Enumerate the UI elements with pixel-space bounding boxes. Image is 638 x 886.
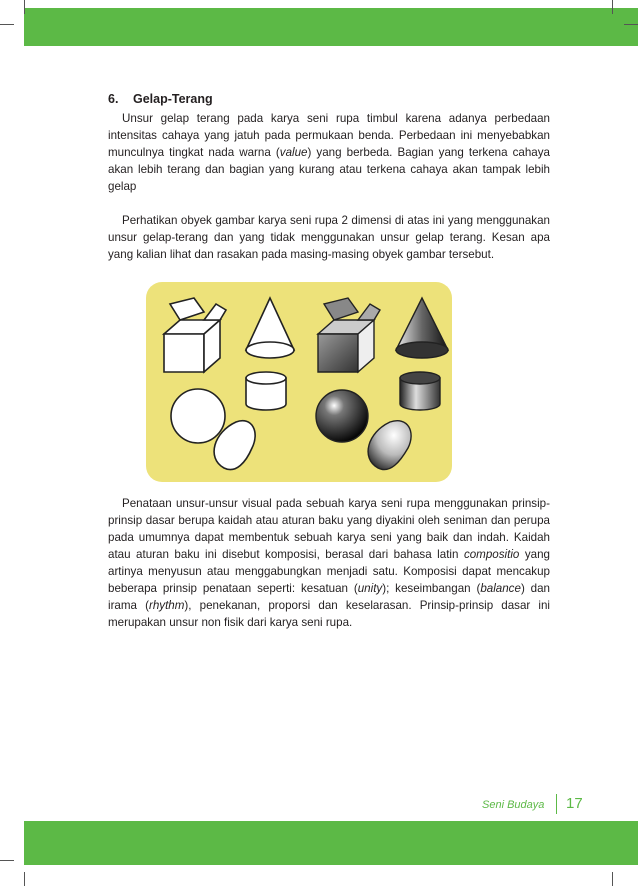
section-number: 6. — [108, 92, 119, 106]
shading-illustration — [146, 282, 452, 482]
paragraph-intro: Unsur gelap terang pada karya seni rupa timbul karena adanya perbedaan intensitas cahaya yang jatuh pada permukaan benda. Perbedaan ini menyebabkan munculnya tingkat nada warna (value) yang berbeda. Bagian yang terkena cahaya akan lebih terang dan bagian yang kurang atau terkena cahaya akan tampak lebih gelap — [108, 112, 550, 193]
footer-band — [24, 821, 638, 865]
crop-mark — [624, 24, 638, 25]
shapes-drawing — [146, 282, 452, 482]
paragraph-composition: Penataan unsur-unsur visual pada sebuah karya seni rupa menggunakan prinsip-prinsip dasar berupa kaidah atau aturan baku yang diyakini oleh seniman dan perupa pada umumnya dapat membentuk sebuah karya seni yang baik dan indah. Kaidah atau aturan baku ini disebut komposisi, berasal dari bahasa latin compositio yang artinya menyusun atau menggabungkan menjadi satu. Komposisi dapat mencakup beberapa prinsip penataan seperti: kesatuan (unity); keseimbangan (balance) dan irama (rhythm), penekanan, proporsi dan keselarasan. Prinsip-prinsip dasar ini merupakan unsur non fisik dari karya seni rupa. — [108, 497, 551, 629]
shaded-box-icon — [318, 298, 380, 372]
shaded-sphere-icon — [316, 390, 368, 442]
shaded-shapes-group — [316, 298, 448, 470]
paragraph-observe: Perhatikan obyek gambar karya seni rupa 2 dimensi di atas ini yang menggunakan unsur gelap-terang dan yang tidak menggunakan unsur gelap terang. Kesan apa yang kalian lihat dan rasakan pada masing-masing obyek gambar tersebut. — [108, 214, 550, 261]
shaded-cone-icon — [396, 298, 448, 358]
section-title: Gelap-Terang — [133, 92, 213, 106]
crop-mark — [612, 872, 613, 886]
crop-mark — [0, 24, 14, 25]
outline-cone-icon — [246, 298, 294, 358]
shaded-cylinder-icon — [400, 372, 440, 410]
crop-mark — [612, 0, 613, 14]
crop-mark — [24, 872, 25, 886]
crop-mark — [24, 0, 25, 14]
header-band — [24, 8, 638, 46]
outline-cylinder-icon — [246, 372, 286, 410]
outline-shapes-group — [164, 298, 294, 470]
footer-book-title: Seni Budaya — [482, 799, 545, 811]
outline-box-icon — [164, 298, 226, 372]
crop-mark — [0, 860, 14, 861]
page-number: 17 — [566, 795, 583, 812]
section-heading — [108, 92, 213, 106]
shaded-egg-icon — [368, 421, 411, 470]
outline-sphere-icon — [171, 389, 225, 443]
footer-divider — [556, 794, 557, 814]
